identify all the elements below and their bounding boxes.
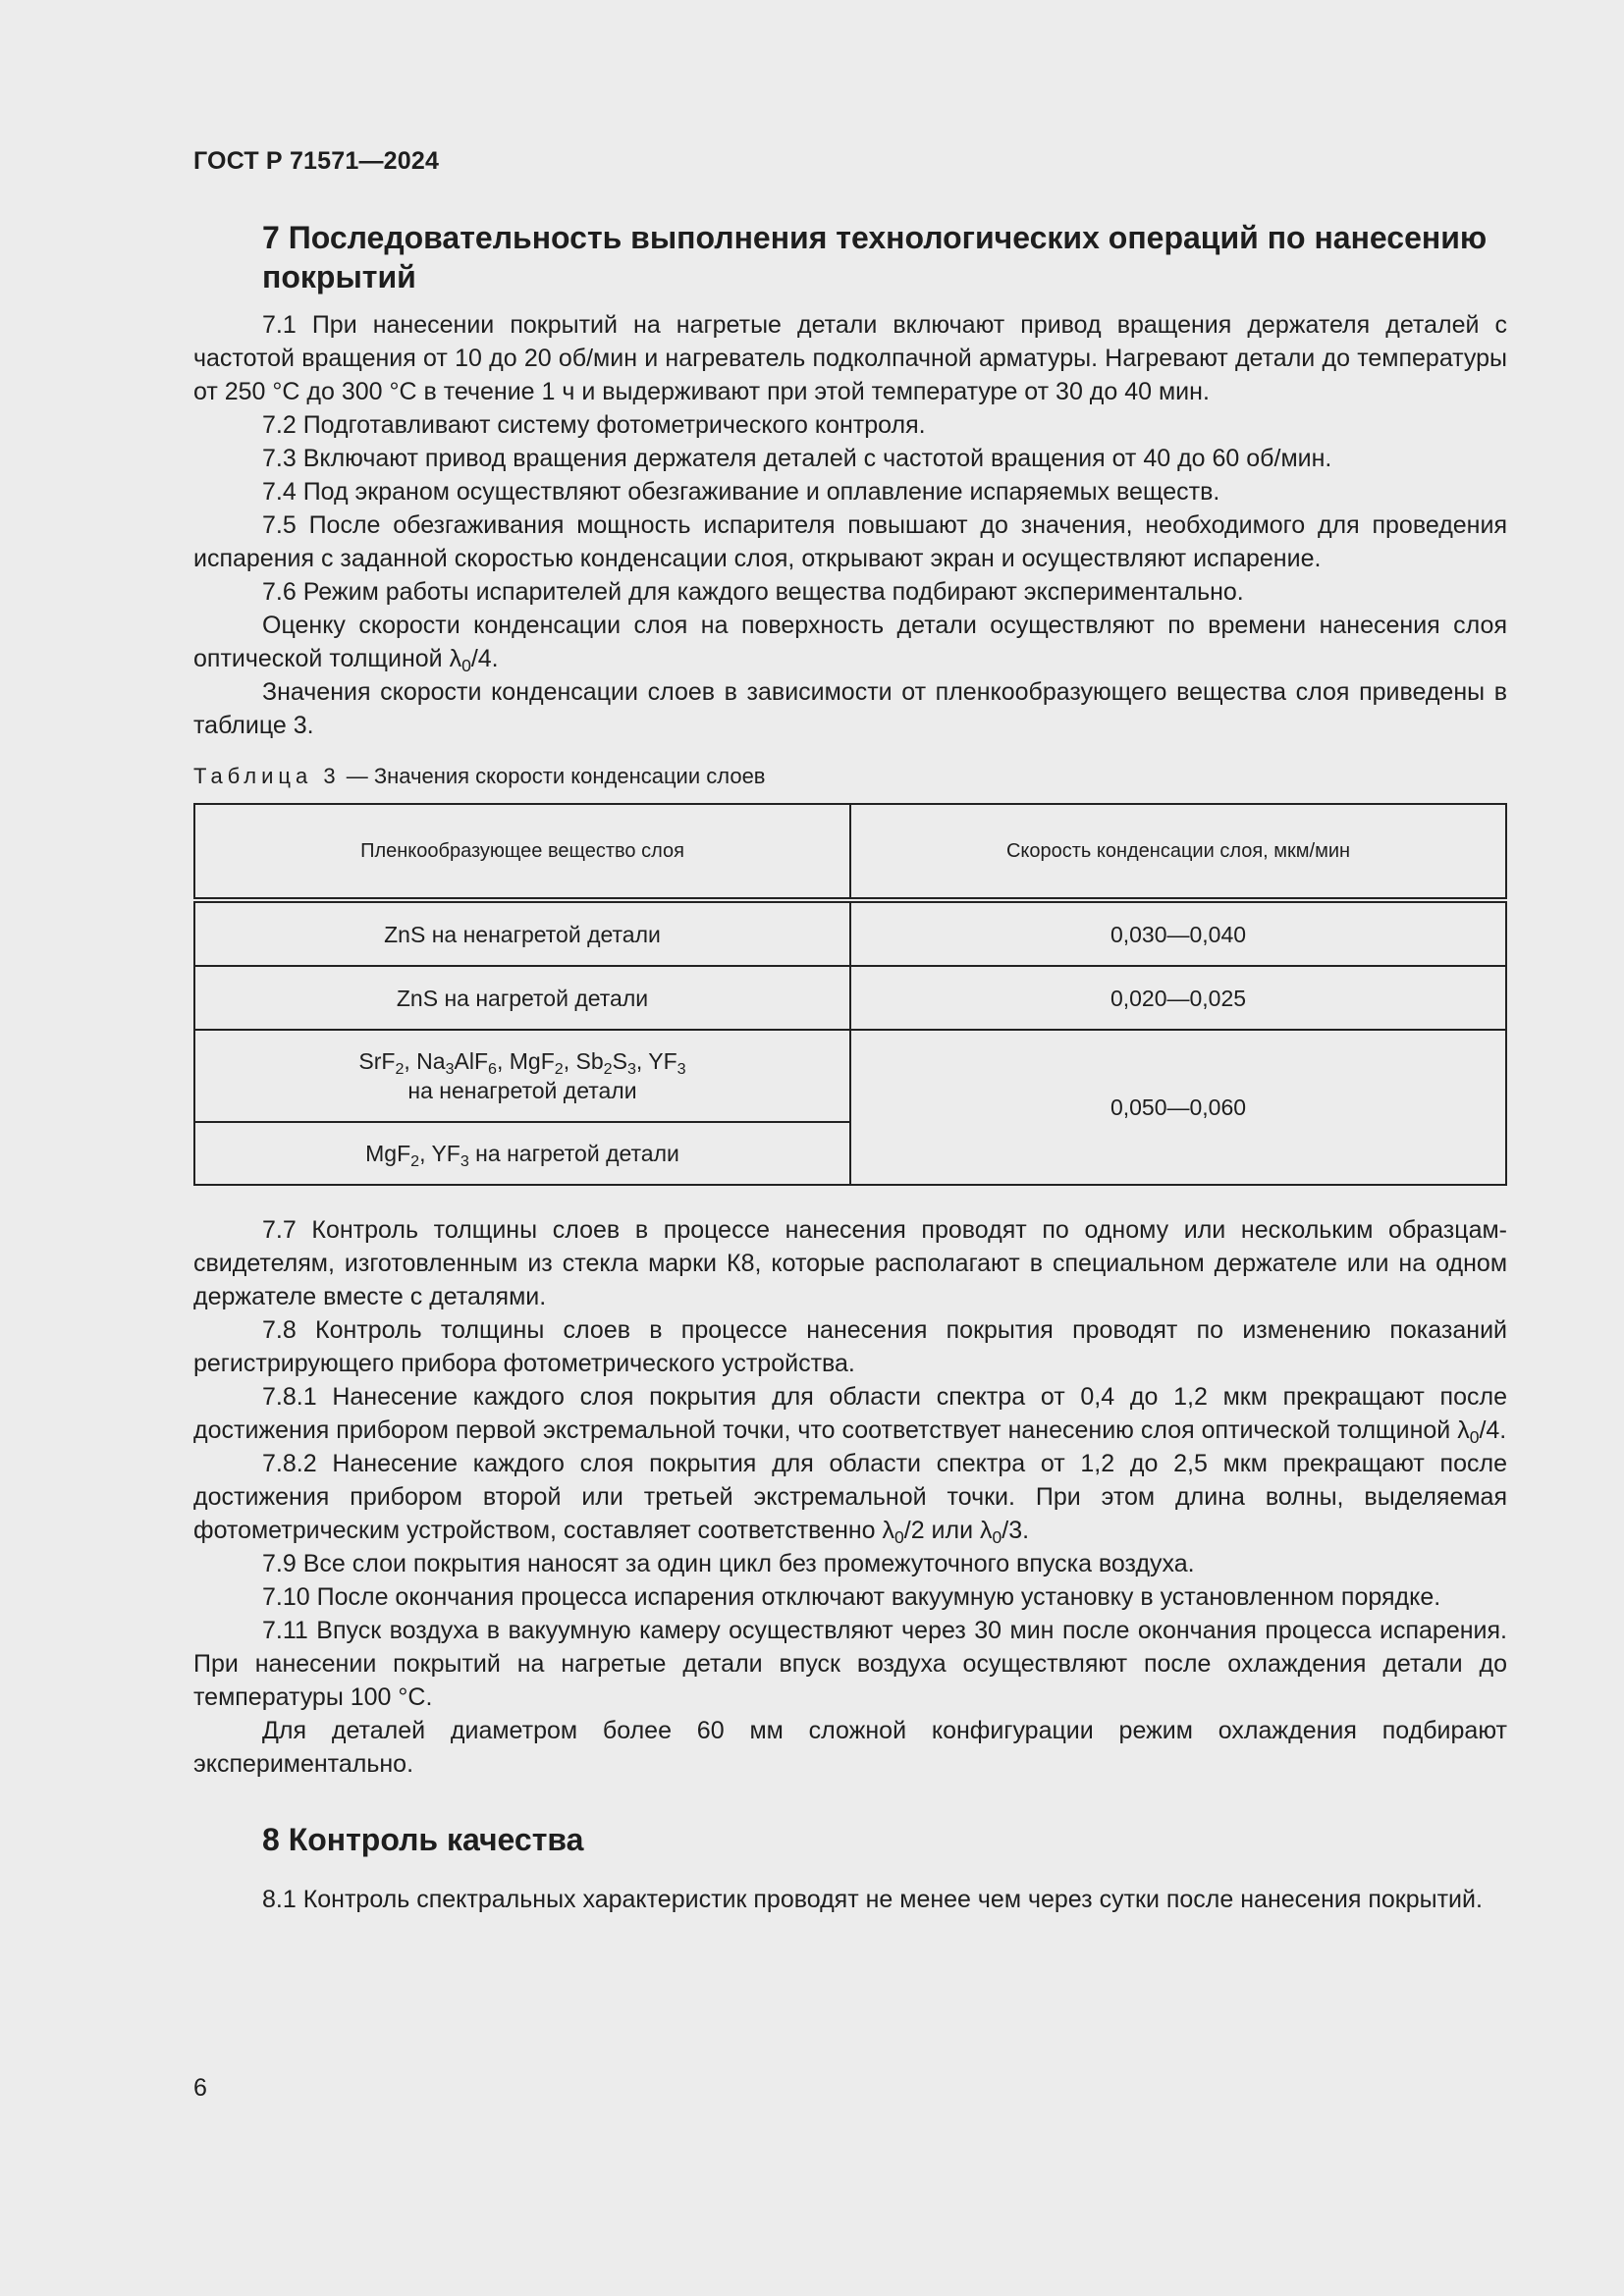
paragraph-7-4: 7.4 Под экраном осуществляют обезгаживание и оплавление испаряемых веществ. xyxy=(262,478,1220,506)
cell-rate: 0,020—0,025 xyxy=(850,966,1506,1030)
paragraph-7-8-1: 7.8.1 Нанесение каждого слоя покрытия для области спектра от 0,4 до 1,2 мкм прекращают после достижения прибором первой экстремальной точки, что соответствует нанесению слоя оптической толщиной $\lambda_0/4$. xyxy=(193,1383,1507,1447)
paragraph-7-8: 7.8 Контроль толщины слоев в процессе нанесения покрытия проводят по изменению показаний регистрирующего прибора фотометрического устройства. xyxy=(193,1316,1507,1377)
paragraph-7-6: 7.6 Режим работы испарителей для каждого вещества подбирают экспериментально. xyxy=(262,578,1244,606)
paragraph-7-9: 7.9 Все слои покрытия наносят за один цикл без промежуточного впуска воздуха. xyxy=(262,1550,1195,1577)
table-row xyxy=(194,900,1506,966)
header-substance: Пленкообразующее вещество слоя xyxy=(194,804,850,900)
paragraph-7-5: 7.5 После обезгаживания мощность испарителя повышают до значения, необходимого для проведения испарения с заданной скоростью конденсации слоя, открывают экран и осуществляют испарение. xyxy=(193,511,1507,572)
cell-substance: MgF$_2$, $YF_3$ на нагретой детали xyxy=(194,1122,850,1185)
paragraph-7-1: 7.1 При нанесении покрытий на нагретые детали включают привод вращения держателя деталей с частотой вращения от 10 до 20 об/мин и нагреватель подколпачной арматуры. Нагревают детали до температуры от 250 °C до 300 °C в течение 1 ч и выдерживают при этой температуре от 30 до 40 мин. xyxy=(193,311,1507,405)
page-content xyxy=(193,218,1507,1916)
cell-substance: ZnS на ненагретой детали xyxy=(194,900,850,966)
table-3 xyxy=(193,803,1507,1186)
cell-substance: ZnS на нагретой детали xyxy=(194,966,850,1030)
document-code: ГОСТ Р 71571—2024 xyxy=(193,147,440,175)
cell-substance: SrF$_2$, $Na_3AlF_6$, MgF$_2$, $Sb_2S_3$, $YF_3$ на ненагретой детали xyxy=(194,1030,850,1122)
table-3-caption: Таблица 3 — Значения скорости конденсации слоев xyxy=(193,764,766,788)
paragraph-7-2: 7.2 Подготавливают систему фотометрического контроля. xyxy=(262,411,926,439)
table-row xyxy=(194,966,1506,1030)
paragraph-7-11-b: Для деталей диаметром более 60 мм сложной конфигурации режим охлаждения подбирают экспериментально. xyxy=(193,1717,1507,1778)
header-rate: Скорость конденсации слоя, мкм/мин xyxy=(850,804,1506,900)
paragraph-7-10: 7.10 После окончания процесса испарения отключают вакуумную установку в установленном порядке. xyxy=(262,1583,1441,1611)
section-7-title: 7 Последовательность выполнения технологических операций по нанесению покрытий xyxy=(262,220,1488,294)
table-row xyxy=(194,1030,1506,1122)
paragraph-8-1: 8.1 Контроль спектральных характеристик проводят не менее чем через сутки после нанесения покрытий. xyxy=(262,1886,1483,1913)
paragraph-7-8-2: 7.8.2 Нанесение каждого слоя покрытия для области спектра от 1,2 до 2,5 мкм прекращают после достижения прибором второй или третьей экстремальной точки. При этом длина волны, выделяемая фотометрическим устройством, составляет соответственно $\lambda_0/2$ или $\lambda_0/3$. xyxy=(193,1450,1507,1547)
section-8-title: 8 Контроль качества xyxy=(262,1822,584,1857)
cell-rate: 0,030—0,040 xyxy=(850,900,1506,966)
paragraph-7-3: 7.3 Включают привод вращения держателя деталей с частотой вращения от 40 до 60 об/мин. xyxy=(262,445,1332,472)
table-header-row xyxy=(194,804,1506,900)
paragraph-7-6-b: Оценку скорости конденсации слоя на поверхность детали осуществляют по времени нанесения слоя оптической толщиной $\lambda_0/4$. xyxy=(193,612,1507,675)
paragraph-7-6-c: Значения скорости конденсации слоев в зависимости от пленкообразующего вещества слоя приведены в таблице 3. xyxy=(193,678,1507,739)
page-number: 6 xyxy=(193,2074,207,2102)
paragraph-7-11: 7.11 Впуск воздуха в вакуумную камеру осуществляют через 30 мин после окончания процесса испарения. При нанесении покрытий на нагретые детали впуск воздуха осуществляют после охлаждения детали до температуры 100 °C. xyxy=(193,1617,1507,1711)
cell-rate: 0,050—0,060 xyxy=(850,1030,1506,1185)
paragraph-7-7: 7.7 Контроль толщины слоев в процессе нанесения проводят по одному или нескольким образцам-свидетелям, изготовленным из стекла марки К8, которые располагают в специальном держателе или на одном держателе вместе с деталями. xyxy=(193,1216,1507,1310)
